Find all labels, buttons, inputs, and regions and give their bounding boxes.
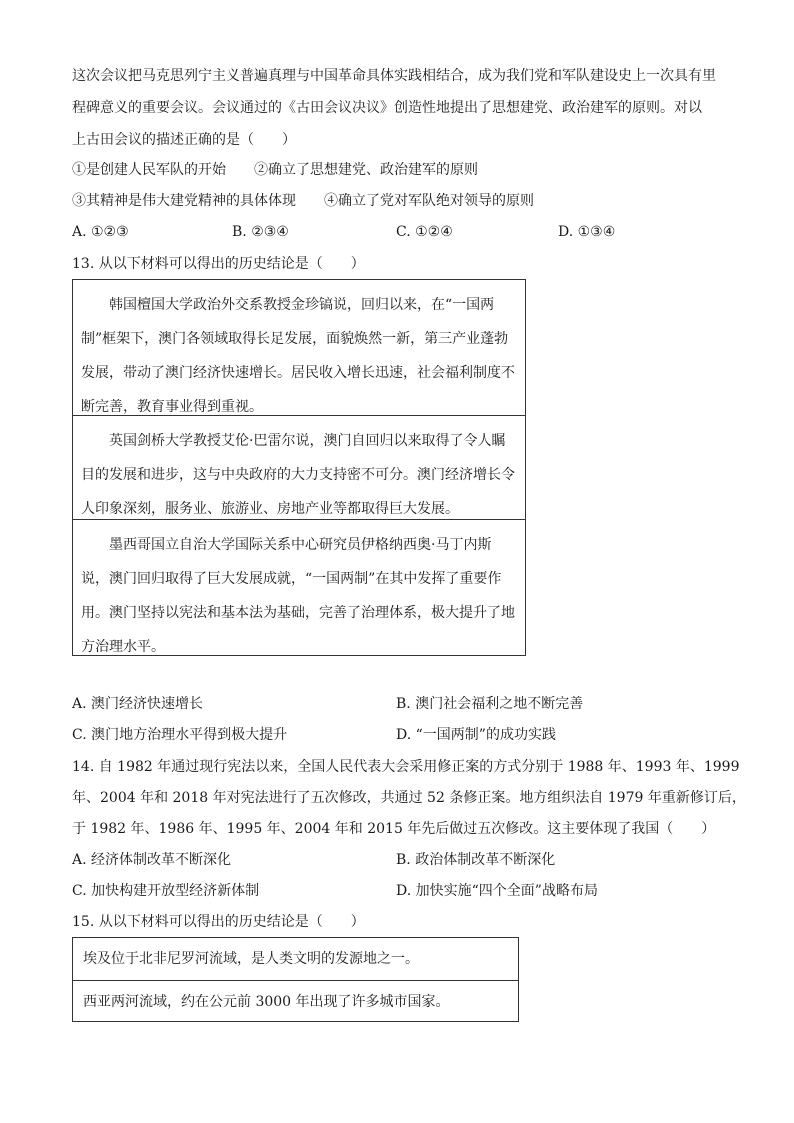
q14-option-b[interactable]: B. 政治体制改革不断深化 — [396, 852, 556, 868]
q13-material-1-line-4: 断完善，教育事业得到重视。 — [81, 399, 263, 415]
q13-material-3-line-4: 方治理水平。 — [81, 639, 165, 655]
q12-option-b[interactable]: B. ②③④ — [232, 224, 289, 240]
q12-option-c[interactable]: C. ①②④ — [396, 224, 453, 240]
q13-material-2-line-3: 人印象深刻，服务业、旅游业、房地产业等都取得巨大发展。 — [81, 501, 459, 517]
q13-stem: 13. 从以下材料可以得出的历史结论是（ ） — [72, 256, 365, 272]
q12-option-d[interactable]: D. ①③④ — [558, 224, 616, 240]
q13-material-2 — [73, 416, 525, 520]
q15-material-table — [72, 937, 519, 1022]
q13-material-3 — [73, 520, 525, 655]
q12-statement-line-1: ①是创建人民军队的开始 ②确立了思想建党、政治建军的原则 — [72, 162, 478, 178]
q15-material-2 — [73, 981, 518, 1021]
q13-material-2-line-1: 英国剑桥大学教授艾伦·巴雷尔说，澳门自回归以来取得了令人瞩 — [109, 433, 506, 449]
q14-option-c[interactable]: C. 加快构建开放型经济新体制 — [72, 883, 260, 899]
q13-material-1-line-3: 发展，带动了澳门经济快速增长。居民收入增长迅速，社会福利制度不 — [81, 365, 515, 381]
q13-material-1-line-1: 韩国檀国大学政治外交系教授金珍镐说，回归以来，在“一国两 — [109, 297, 495, 313]
q12-stem-line-2: 程碑意义的重要会议。会议通过的《古田会议决议》创造性地提出了思想建党、政治建军的原则。对以 — [72, 100, 702, 116]
q14-stem-line-3: 于 1982 年、1986 年、1995 年、2004 年和 2015 年先后做过五次修改。这主要体现了我国（ ） — [72, 821, 716, 837]
q13-material-3-line-3: 用。澳门坚持以宪法和基本法为基础，完善了治理体系，极大提升了地 — [81, 605, 515, 621]
q12-option-a[interactable]: A. ①②③ — [72, 224, 129, 240]
q13-material-2-line-2: 目的发展和进步，这与中央政府的大力支持密不可分。澳门经济增长令 — [81, 467, 515, 483]
q13-material-1 — [73, 280, 525, 416]
q15-stem: 15. 从以下材料可以得出的历史结论是（ ） — [72, 914, 365, 930]
q12-stem-line-1: 这次会议把马克思列宁主义普遍真理与中国革命具体实践相结合，成为我们党和军队建设史上一次具有里 — [72, 68, 716, 84]
q13-option-d[interactable]: D. “一国两制”的成功实践 — [396, 727, 556, 743]
q13-material-1-line-2: 制”框架下，澳门各领域取得长足发展，面貌焕然一新，第三产业蓬勃 — [81, 331, 509, 347]
q13-option-c[interactable]: C. 澳门地方治理水平得到极大提升 — [72, 727, 288, 743]
q13-option-b[interactable]: B. 澳门社会福利之地不断完善 — [396, 696, 584, 712]
q12-stem-line-3: 上古田会议的描述正确的是（ ） — [72, 132, 296, 148]
q13-material-table — [72, 279, 526, 656]
q14-stem-line-1: 14. 自 1982 年通过现行宪法以来，全国人民代表大会采用修正案的方式分别于 1988 年、1993 年、1999 — [72, 759, 740, 775]
q13-option-a[interactable]: A. 澳门经济快速增长 — [72, 696, 204, 712]
q14-option-a[interactable]: A. 经济体制改革不断深化 — [72, 852, 232, 868]
q14-option-d[interactable]: D. 加快实施“四个全面”战略布局 — [396, 883, 598, 899]
q12-statement-line-2: ③其精神是伟大建党精神的具体体现 ④确立了党对军队绝对领导的原则 — [72, 193, 534, 209]
q15-material-1-text: 埃及位于北非尼罗河流域，是人类文明的发源地之一。 — [83, 951, 419, 967]
q15-material-2-text: 西亚两河流域，约在公元前 3000 年出现了许多城市国家。 — [83, 994, 450, 1010]
q14-stem-line-2: 年、2004 年和 2018 年对宪法进行了五次修改，共通过 52 条修正案。地方组织法自 1979 年重新修订后， — [72, 790, 746, 806]
q13-material-3-line-1: 墨西哥国立自治大学国际关系中心研究员伊格纳西奥·马丁内斯 — [109, 537, 492, 553]
q13-material-3-line-2: 说，澳门回归取得了巨大发展成就，“一国两制”在其中发挥了重要作 — [81, 571, 502, 587]
q15-material-1 — [73, 938, 518, 981]
